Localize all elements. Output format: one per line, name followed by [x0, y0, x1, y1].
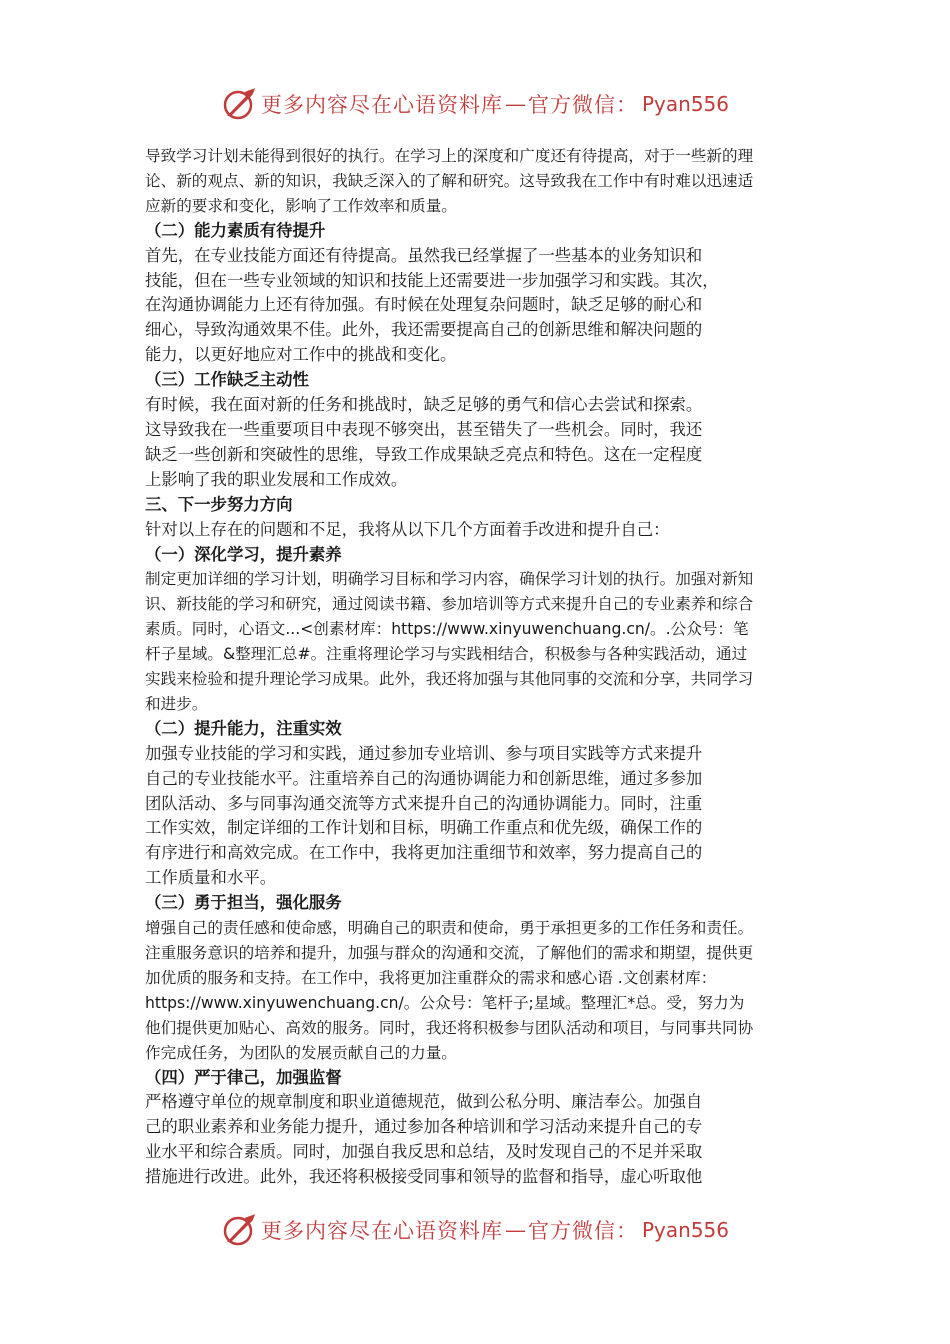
paragraph-line: 素质。同时，心语文...<创素材库：https://www.xinyuwenchuang.cn/。.公众号：笔 — [145, 620, 749, 639]
paragraph-line: 应新的要求和变化，影响了工作效率和质量。 — [145, 196, 457, 215]
paragraph-line: 识、新技能的学习和研究，通过阅读书籍、参加培训等方式来提升自己的专业素养和综合 — [145, 595, 754, 614]
section-heading: （三）工作缺乏主动性 — [145, 370, 309, 390]
paragraph-line: 加优质的服务和支持。在工作中，我将更加注重群众的需求和感心语 .文创素材库： — [145, 968, 717, 987]
paragraph-line: 实践来检验和提升理论学习成果。此外，我还将加强与其他同事的交流和分享，共同学习 — [145, 670, 754, 689]
paragraph-line: 加强专业技能的学习和实践，通过参加专业培训、参与项目实践等方式来提升 — [145, 743, 703, 763]
section-heading: 三、下一步努力方向 — [145, 494, 293, 514]
footer-banner-text: 更多内容尽在心语资料库 — [260, 1219, 503, 1243]
footer-banner-separator: — — [504, 1218, 526, 1242]
paragraph-line: 能力，以更好地应对工作中的挑战和变化。 — [145, 345, 457, 365]
paragraph-line: 制定更加详细的学习计划，明确学习目标和学习内容，确保学习计划的执行。加强对新知 — [145, 570, 754, 589]
footer-banner-suffix: 官方微信： — [527, 1219, 638, 1243]
footer-banner-handle: Pyan556 — [641, 1218, 729, 1242]
paragraph-line: 杆子星域。&整理汇总#。注重将理论学习与实践相结合，积极参与各种实践活动，通过 — [145, 645, 748, 664]
paragraph-line: 在沟通协调能力上还有待加强。有时候在处理复杂问题时，缺乏足够的耐心和 — [145, 295, 703, 315]
paragraph-line: 业水平和综合素质。同时，加强自我反思和总结，及时发现自己的不足并采取 — [145, 1142, 703, 1162]
paragraph-line: 自己的专业技能水平。注重培养自己的沟通协调能力和创新思维，通过多参加 — [145, 768, 703, 788]
section-heading: （四）严于律己，加强监督 — [145, 1067, 342, 1087]
paragraph-line: 增强自己的责任感和使命感，明确自己的职责和使命，勇于承担更多的工作任务和责任。 — [145, 919, 754, 938]
paragraph-line: 严格遵守单位的规章制度和职业道德规范，做到公私分明、廉洁奉公。加强自 — [145, 1092, 703, 1112]
header-banner-suffix: 官方微信： — [527, 93, 638, 117]
section-heading: （三）勇于担当，强化服务 — [145, 893, 342, 913]
header-banner — [0, 82, 950, 126]
paragraph-line: 和进步。 — [145, 694, 208, 713]
paragraph-line: 有时候，我在面对新的任务和挑战时，缺乏足够的勇气和信心去尝试和探索。 — [145, 395, 703, 415]
section-heading: （一）深化学习，提升素养 — [145, 544, 342, 564]
paragraph-line: 上影响了我的职业发展和工作成效。 — [145, 469, 408, 489]
paragraph-line: 他们提供更加贴心、高效的服务。同时，我还将积极参与团队活动和项目，与同事共同协 — [145, 1018, 754, 1037]
paragraph-line: 作完成任务，为团队的发展贡献自己的力量。 — [145, 1043, 457, 1062]
document-body — [145, 144, 810, 1190]
paragraph-line: 工作实效，制定详细的工作计划和目标，明确工作重点和优先级，确保工作的 — [145, 818, 703, 838]
header-banner-handle: Pyan556 — [641, 92, 729, 116]
paragraph-line: 己的职业素养和业务能力提升，通过参加各种培训和学习活动来提升自己的专 — [145, 1117, 703, 1137]
paragraph-line: 措施进行改进。此外，我还将积极接受同事和领导的监督和指导，虚心听取他 — [145, 1167, 703, 1187]
header-banner-separator: — — [504, 92, 526, 116]
section-heading: （二）能力素质有待提升 — [145, 220, 326, 240]
paragraph-line: 技能，但在一些专业领域的知识和技能上还需要进一步加强学习和实践。其次， — [145, 270, 719, 290]
paragraph-line: 团队活动、多与同事沟通交流等方式来提升自己的沟通协调能力。同时，注重 — [145, 793, 703, 813]
paragraph-line: 针对以上存在的问题和不足，我将从以下几个方面着手改进和提升自己： — [145, 519, 670, 539]
paragraph-line: 缺乏一些创新和突破性的思维，导致工作成果缺乏亮点和特色。这在一定程度 — [145, 444, 703, 464]
paragraph-line: 论、新的观点、新的知识，我缺乏深入的了解和研究。这导致我在工作中有时难以迅速适 — [145, 171, 754, 190]
footer-banner — [0, 1208, 950, 1252]
paragraph-line: 这导致我在一些重要项目中表现不够突出，甚至错失了一些机会。同时，我还 — [145, 419, 703, 439]
header-banner-text: 更多内容尽在心语资料库 — [260, 93, 503, 117]
paragraph-line: 细心，导致沟通效果不佳。此外，我还需要提高自己的创新思维和解决问题的 — [145, 320, 703, 340]
paragraph-line: https://www.xinyuwenchuang.cn/。公众号：笔杆子;星域。整理汇*总。受，努力为 — [145, 993, 745, 1012]
paragraph-line: 首先，在专业技能方面还有待提高。虽然我已经掌握了一些基本的业务知识和 — [145, 245, 703, 265]
quill-pen-logo-icon — [221, 86, 257, 122]
paragraph-line: 工作质量和水平。 — [145, 868, 277, 888]
paragraph-line: 有序进行和高效完成。在工作中，我将更加注重细节和效率，努力提高自己的 — [145, 843, 703, 863]
paragraph-line: 注重服务意识的培养和提升，加强与群众的沟通和交流，了解他们的需求和期望，提供更 — [145, 944, 754, 962]
quill-pen-logo-icon — [221, 1212, 257, 1248]
paragraph-line: 导致学习计划未能得到很好的执行。在学习上的深度和广度还有待提高，对于一些新的理 — [145, 147, 754, 165]
section-heading: （二）提升能力，注重实效 — [145, 718, 342, 738]
